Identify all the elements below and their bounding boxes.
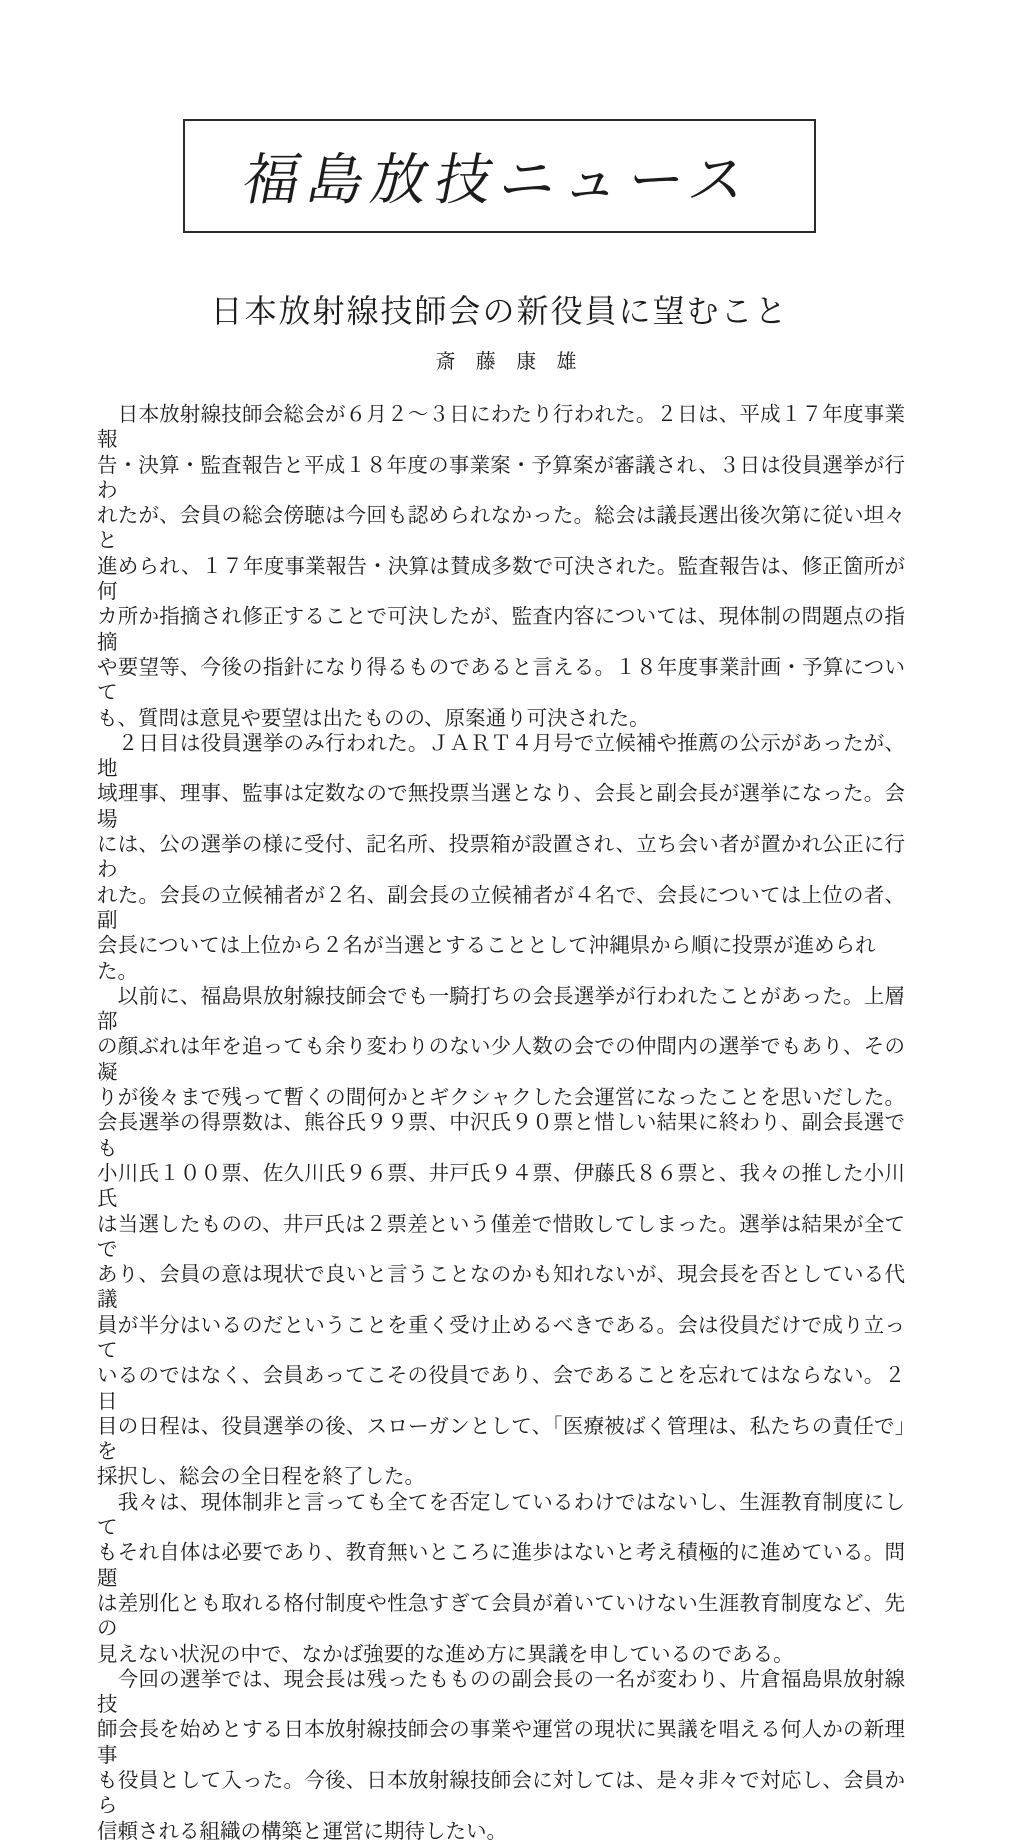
body-line: 我々は、現体制非と言っても全てを否定しているわけではないし、生涯教育制度にして (97, 1489, 905, 1540)
body-line: も、質問は意見や要望は出たものの、原案通り可決された。 (97, 705, 650, 730)
body-line: りが後々まで残って暫くの間何かとギクシャクした会運営になったことを思いだした。 (97, 1085, 905, 1110)
masthead-title: 福島放技ニュース (237, 148, 760, 213)
body-line: 員が半分はいるのだということを重く受け止めるべきである。会は役員だけで成り立って (97, 1312, 905, 1362)
body-line: には、公の選挙の様に受付、記名所、投票箱が設置され、立ち会い者が置かれ公正に行わ (97, 832, 905, 882)
body-line: 目の日程は、役員選挙の後、スローガンとして、「医療被ばく管理は、私たちの責任で」を (97, 1413, 905, 1464)
body-line: も役員として入った。今後、日本放射線技師会に対しては、是々非々で対応し、会員から (97, 1768, 905, 1818)
body-line: れた。会長の立候補者が２名、副会長の立候補者が４名で、会長については上位の者、副 (97, 882, 905, 932)
paragraph-5 (97, 1667, 905, 1844)
body-line: カ所か指摘され修正することで可決したが、監査内容については、現体制の問題点の指摘 (97, 604, 905, 654)
masthead-box (183, 119, 816, 233)
body-line: れたが、会員の総会傍聴は今回も認められなかった。総会は議長選出後次第に従い坦々と (97, 503, 905, 553)
body-line: 日本放射線技師会総会が６月２～３日にわたり行われた。２日は、平成１７年度事業報 (97, 402, 905, 452)
body-line: 進められ、１７年度事業報告・決算は賛成多数で可決された。監査報告は、修正箇所が何 (97, 553, 905, 604)
author-name: 斎 藤 康 雄 (435, 349, 584, 373)
body-line: 今回の選挙では、現会長は残ったもものの副会長の一名が変わり、片倉福島県放射線技 (97, 1666, 905, 1717)
body-line: 見えない状況の中で、なかば強要的な進め方に異議を申しているのである。 (97, 1641, 794, 1666)
article-title: 日本放射線技師会の新役員に望むこと (210, 292, 789, 330)
paragraph-1 (97, 402, 905, 731)
body-line: や要望等、今後の指針になり得るものであると言える。１８年度事業計画・予算について (97, 654, 905, 705)
body-line: もそれ自体は必要であり、教育無いところに進歩はないと考え積極的に進めている。問題 (97, 1540, 905, 1590)
body-line: あり、会員の意は現状で良いと言うことなのかも知れないが、現会長を否としている代議 (97, 1262, 905, 1312)
body-line: は当選したものの、井戸氏は２票差という僅差で惜敗してしまった。選挙は結果が全てで (97, 1211, 905, 1261)
body-line: 域理事、理事、監事は定数なので無投票当選となり、会長と副会長が選挙になった。会場 (97, 781, 905, 831)
paragraph-2 (97, 731, 905, 984)
paragraph-3 (97, 984, 905, 1490)
body-line: 告・決算・監査報告と平成１８年度の事業案・予算案が審議され、３日は役員選挙が行わ (97, 452, 905, 502)
paragraph-4 (97, 1490, 905, 1667)
body-line: 採択し、総会の全日程を終了した。 (97, 1464, 425, 1489)
body-line: ２日目は役員選挙のみ行われた。ＪＡＲＴ４月号で立候補や推薦の公示があったが、地 (97, 730, 905, 781)
body-line: 会長については上位から２名が当選とすることとして沖縄県から順に投票が進められた。 (97, 933, 876, 983)
body-line: 会長選挙の得票数は、熊谷氏９９票、中沢氏９０票と惜しい結果に終わり、副会長選でも (97, 1110, 905, 1160)
body-line: は差別化とも取れる格付制度や性急すぎて会員が着いていけない生涯教育制度など、先の (97, 1590, 905, 1641)
body-line: 信頼される組織の構築と運営に期待したい。 (97, 1818, 507, 1843)
article-body (97, 402, 905, 1844)
body-line: 以前に、福島県放射線技師会でも一騎打ちの会長選挙が行われたことがあった。上層部 (97, 983, 905, 1034)
body-line: 小川氏１００票、佐久川氏９６票、井戸氏９４票、伊藤氏８６票と、我々の推した小川氏 (97, 1160, 905, 1211)
body-line: いるのではなく、会員あってこその役員であり、会であることを忘れてはならない。２日 (97, 1363, 905, 1413)
body-line: の顔ぶれは年を追っても余り変わりのない少人数の会での仲間内の選挙でもあり、その凝 (97, 1034, 905, 1084)
body-line: 師会長を始めとする日本放射線技師会の事業や運営の現状に異議を唱える何人かの新理事 (97, 1717, 905, 1767)
